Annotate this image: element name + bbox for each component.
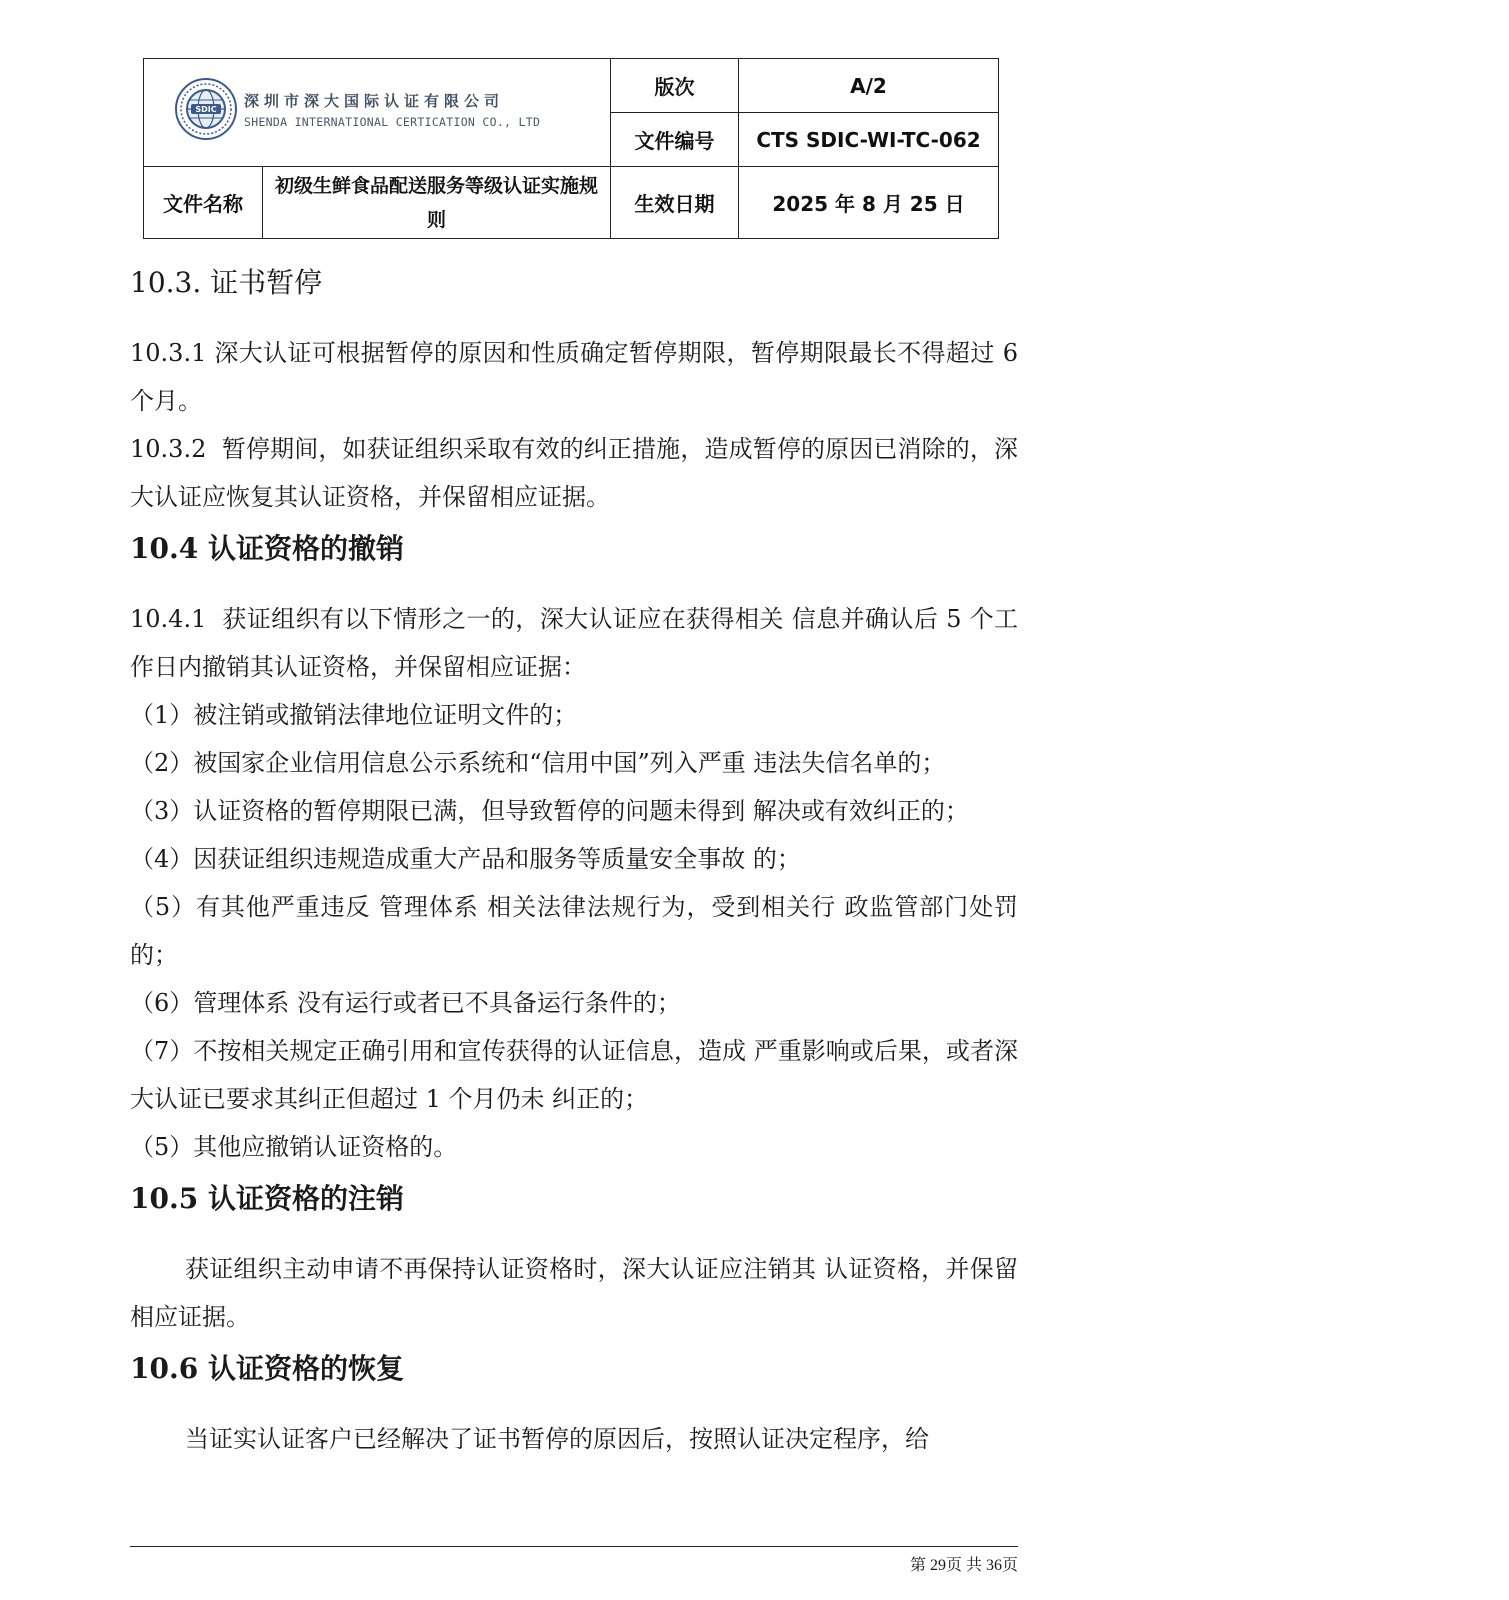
list-item: （5）有其他严重违反 管理体系 相关法律法规行为，受到相关行 政监管部门处罚的；	[130, 893, 1018, 969]
company-logo-cell	[144, 59, 611, 167]
company-name-en: SHENDA INTERNATIONAL CERTICATION CO., LTD	[244, 114, 541, 129]
list-item: （6）管理体系 没有运行或者已不具备运行条件的；	[130, 989, 681, 1017]
list-item: （1）被注销或撤销法律地位证明文件的；	[130, 701, 578, 729]
paragraph: 获证组织主动申请不再保持认证资格时，深大认证应注销其 认证资格，并保留相应证据。	[130, 1255, 1018, 1331]
section-heading-10-3: 10.3. 证书暂停	[130, 266, 323, 299]
doc-name-value: 初级生鲜食品配送服务等级认证实施规则	[263, 167, 611, 239]
list-item: （5）其他应撤销认证资格的。	[130, 1133, 458, 1161]
logo-mark-text: SDIC	[195, 105, 217, 114]
doc-name-label: 文件名称	[144, 167, 263, 239]
list-item: （4）因获证组织违规造成重大产品和服务等质量安全事故 的；	[130, 845, 801, 873]
document-body	[130, 255, 1026, 1463]
effective-date-label: 生效日期	[611, 167, 739, 239]
doc-number-value: CTS SDIC-WI-TC-062	[739, 113, 999, 167]
doc-number-label: 文件编号	[611, 113, 739, 167]
paragraph: 当证实认证客户已经解决了证书暂停的原因后，按照认证决定程序，给	[185, 1425, 929, 1453]
footer-divider	[130, 1546, 1018, 1547]
version-value: A/2	[739, 59, 999, 113]
section-heading-10-6: 10.6 认证资格的恢复	[130, 1352, 404, 1385]
list-item: （7）不按相关规定正确引用和宣传获得的认证信息，造成 严重影响或后果，或者深大认证已要求其纠正但超过 1 个月仍未 纠正的；	[130, 1037, 1018, 1113]
section-heading-10-4: 10.4 认证资格的撤销	[130, 532, 404, 565]
company-logo	[174, 77, 540, 141]
globe-logo-icon	[174, 77, 238, 141]
list-item: （2）被国家企业信用信息公示系统和“信用中国”列入严重 违法失信名单的；	[130, 749, 946, 777]
version-label: 版次	[611, 59, 739, 113]
page-number: 第 29页 共 36页	[909, 1557, 1018, 1574]
paragraph: 10.3.1 深大认证可根据暂停的原因和性质确定暂停期限，暂停期限最长不得超过 6 个月。	[130, 339, 1026, 415]
paragraph: 10.3.2 暂停期间，如获证组织采取有效的纠正措施，造成暂停的原因已消除的，深大认证应恢复其认证资格，并保留相应证据。	[130, 435, 1018, 511]
document-header-table	[143, 58, 999, 239]
paragraph: 10.4.1 获证组织有以下情形之一的，深大认证应在获得相关 信息并确认后 5 个工作日内撤销其认证资格，并保留相应证据：	[130, 605, 1018, 681]
list-item: （3）认证资格的暂停期限已满，但导致暂停的问题未得到 解决或有效纠正的；	[130, 797, 969, 825]
effective-date-value: 2025 年 8 月 25 日	[739, 167, 999, 239]
company-name-cn: 深圳市深大国际认证有限公司	[244, 91, 505, 110]
section-heading-10-5: 10.5 认证资格的注销	[130, 1182, 404, 1215]
